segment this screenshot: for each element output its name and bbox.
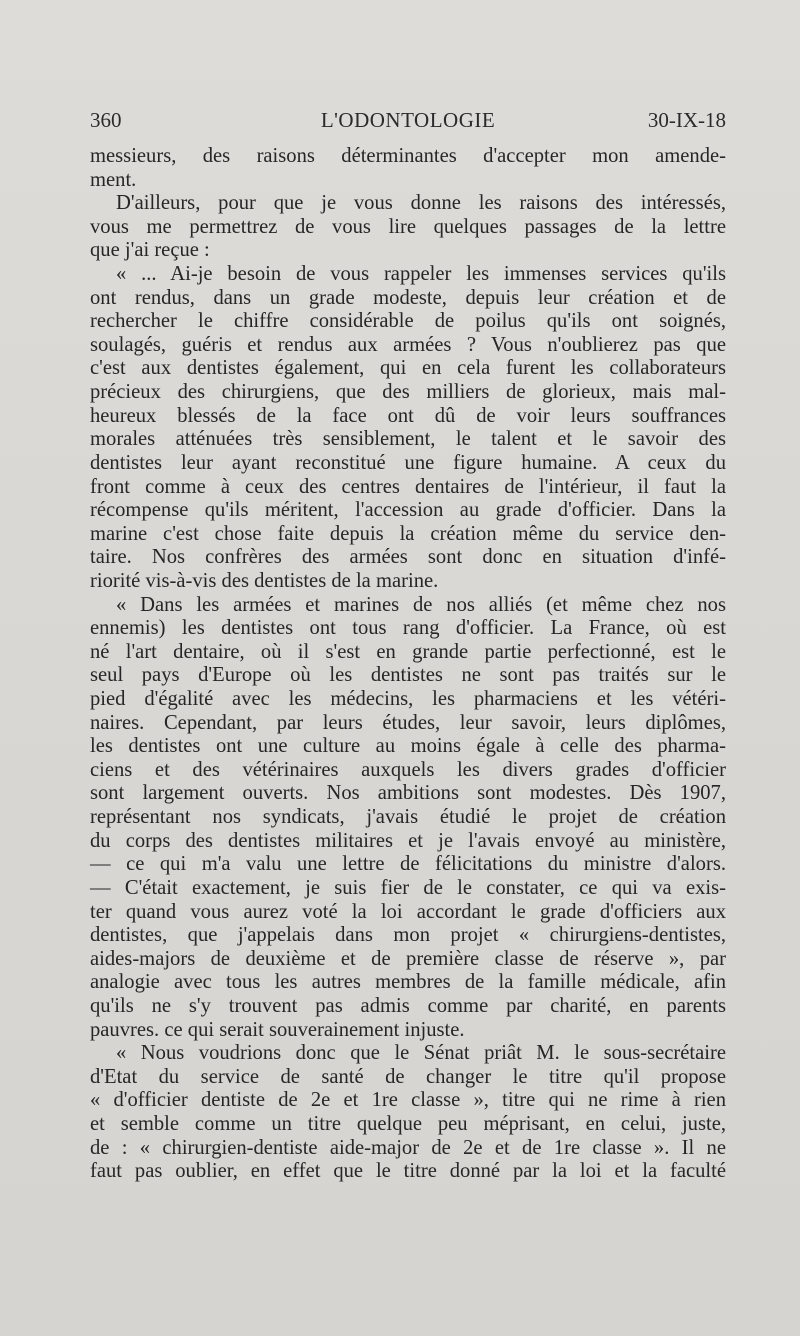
text-line: précieux des chirurgiens, que des milliers de glorieux, mais mal-	[90, 381, 726, 404]
text-line: du corps des dentistes militaires et je l'avais envoyé au ministère,	[90, 829, 726, 852]
journal-title: L'ODONTOLOGIE	[320, 108, 496, 132]
text-line: « Dans les armées et marines de nos alliés (et même chez nos	[116, 593, 726, 616]
text-line: heureux blessés de la face ont dû de voir leurs souffrances	[90, 404, 726, 427]
issue-date: 30-IX-18	[647, 108, 726, 132]
text-line: rechercher le chiffre considérable de poilus qu'ils ont soignés,	[90, 310, 726, 333]
text-line: récompense qu'ils méritent, l'accession au grade d'officier. Dans la	[90, 499, 726, 522]
text-line: né l'art dentaire, où il s'est en grande partie perfectionné, est le	[90, 640, 726, 663]
text-line: représentant nos syndicats, j'avais étudié le projet de création	[90, 806, 726, 829]
text-line: — C'était exactement, je suis fier de le constater, ce qui va exis-	[90, 876, 726, 899]
text-line: c'est aux dentistes également, qui en cela furent les collaborateurs	[90, 357, 726, 380]
text-line: ont rendus, dans un grade modeste, depuis leur création et de	[90, 286, 726, 309]
text-line: de : « chirurgien-dentiste aide-major de 2e et de 1re classe ». Il ne	[90, 1136, 726, 1159]
text-line: « Nous voudrions donc que le Sénat priât M. le sous-secrétaire	[116, 1042, 726, 1065]
text-line: aides-majors de deuxième et de première classe de réserve », par	[90, 947, 726, 970]
text-line: ter quand vous aurez voté la loi accordant le grade d'officiers aux	[90, 900, 726, 923]
text-line: marine c'est chose faite depuis la création même du service den-	[90, 522, 726, 545]
text-line: qu'ils ne s'y trouvent pas admis comme par charité, en parents	[90, 994, 726, 1017]
text-line: messieurs, des raisons déterminantes d'accepter mon amende-	[90, 145, 726, 167]
text-line: « ... Ai-je besoin de vous rappeler les immenses services qu'ils	[116, 263, 726, 286]
text-line: pauvres. ce qui serait souverainement injuste.	[90, 1018, 465, 1041]
page-number: 360	[90, 108, 122, 132]
text-line: d'Etat du service de santé de changer le titre qu'il propose	[90, 1065, 726, 1088]
text-line: naires. Cependant, par leurs études, leur savoir, leurs diplômes,	[90, 711, 726, 734]
text-line: faut pas oublier, en effet que le titre donné par la loi et la faculté	[90, 1160, 726, 1183]
text-line: ciens et des vétérinaires auxquels les divers grades d'officier	[90, 758, 726, 781]
text-line: dentistes leur ayant reconstitué une figure humaine. A ceux du	[90, 451, 726, 474]
text-line: dentistes, que j'appelais dans mon projet « chirurgiens-dentistes,	[90, 924, 726, 947]
text-line: « d'officier dentiste de 2e et 1re classe », titre qui ne rime à rien	[90, 1089, 726, 1112]
text-line: — ce qui m'a valu une lettre de félicitations du ministre d'alors.	[90, 853, 726, 876]
text-line: sont largement ouverts. Nos ambitions sont modestes. Dès 1907,	[90, 782, 726, 805]
text-line: les dentistes ont une culture au moins égale à celle des pharma-	[90, 735, 726, 758]
text-line: front comme à ceux des centres dentaires de l'intérieur, il faut la	[90, 475, 726, 498]
text-line: soulagés, guéris et rendus aux armées ? Vous n'oublierez pas que	[90, 333, 726, 356]
text-line: pied d'égalité avec les médecins, les pharmaciens et les vétéri-	[90, 688, 726, 711]
text-line: morales atténuées très sensiblement, le talent et le savoir des	[90, 428, 726, 451]
body-text	[90, 145, 726, 1184]
text-line: riorité vis-à-vis des dentistes de la marine.	[90, 569, 439, 592]
text-line: analogie avec tous les autres membres de la famille médicale, afin	[90, 971, 726, 994]
text-line: seul pays d'Europe où les dentistes ne sont pas traités sur le	[90, 664, 726, 687]
text-line: ennemis) les dentistes ont tous rang d'officier. La France, où est	[90, 617, 726, 640]
text-line: D'ailleurs, pour que je vous donne les raisons des intéressés,	[116, 192, 726, 215]
running-header	[90, 108, 726, 138]
text-line: taire. Nos confrères des armées sont donc en situation d'infé-	[90, 546, 726, 569]
text-line: que j'ai reçue :	[90, 239, 210, 262]
text-line: et semble comme un titre quelque peu méprisant, en celui, juste,	[90, 1112, 726, 1135]
text-line: ment.	[90, 168, 137, 191]
text-line: vous me permettrez de vous lire quelques passages de la lettre	[90, 215, 726, 238]
